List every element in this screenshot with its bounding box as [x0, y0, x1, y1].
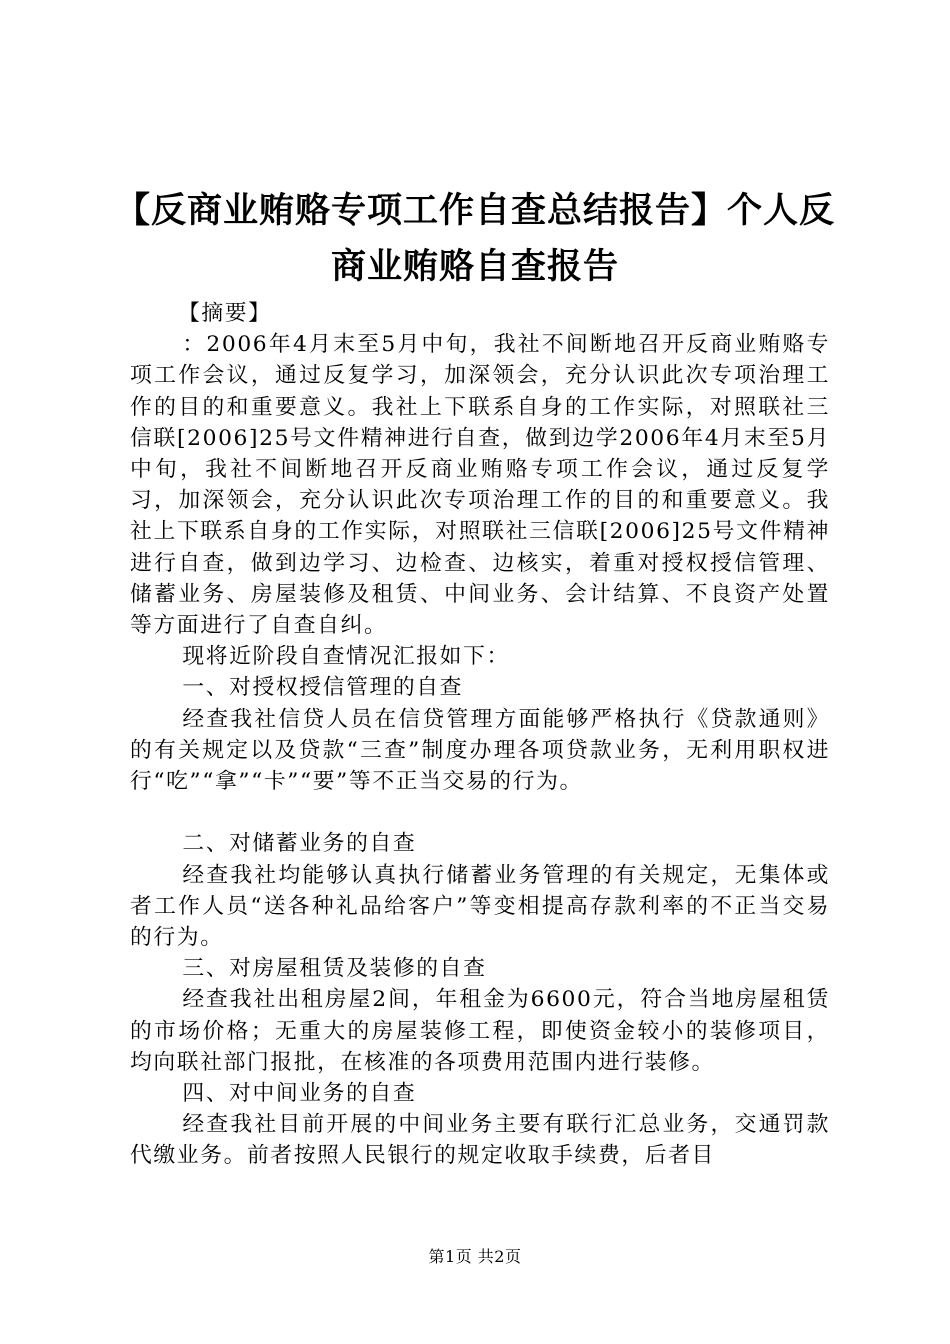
section-heading-2: 二、对储蓄业务的自查	[182, 831, 417, 857]
paragraph-spacer	[130, 797, 830, 828]
section-heading-3: 三、对房屋租赁及装修的自查	[182, 956, 487, 982]
section-paragraph-4: 经查我社目前开展的中间业务主要有联行汇总业务，交通罚款代缴业务。前者按照人民银行的规定收取手续费，后者目	[130, 1112, 830, 1169]
abstract-paragraph: ：2006年4月末至5月中旬，我社不间断地召开反商业贿赂专项工作会议，通过反复学习，加深领会，充分认识此次专项治理工作的目的和重要意义。我社上下联系自身的工作实际，对照联社三信联[2006]25号文件精神进行自查，做到边学2006年4月末至5月中旬，我社不间断地召开反商业贿赂专项工作会议，通过反复学习，加深领会，充分认识此次专项治理工作的目的和重要意义。我社上下联系自身的工作实际，对照联社三信联[2006]25号文件精神进行自查，做到边学习、边检查、边核实，着重对授权授信管理、储蓄业务、房屋装修及租赁、中间业务、会计结算、不良资产处置等方面进行了自查自纠。	[130, 332, 830, 639]
section-heading-4: 四、对中间业务的自查	[182, 1081, 417, 1107]
section-paragraph-3: 经查我社出租房屋2间，年租金为6600元，符合当地房屋租赁的市场价格；无重大的房屋装修工程，即使资金较小的装修项目，均向联社部门报批，在核准的各项费用范围内进行装修。	[130, 987, 830, 1075]
intro-paragraph: 现将近阶段自查情况汇报如下：	[182, 644, 510, 670]
document-title-line-2: 商业贿赂自查报告	[330, 247, 619, 287]
document-title-line-1: 【反商业贿赂专项工作自查总结报告】个人反	[114, 191, 835, 231]
document-body	[130, 298, 830, 1172]
section-heading-1: 一、对授权授信管理的自查	[182, 675, 464, 701]
section-paragraph-2: 经查我社均能够认真执行储蓄业务管理的有关规定，无集体或者工作人员“送各种礼品给客户”等变相提高存款利率的不正当交易的行为。	[130, 862, 830, 951]
abstract-label: 【摘要】	[177, 301, 272, 326]
page-number-footer: 第1页 共2页	[428, 1247, 522, 1266]
section-paragraph-1: 经查我社信贷人员在信贷管理方面能够严格执行《贷款通则》的有关规定以及贷款“三查”制度办理各项贷款业务，无利用职权进行“吃”“拿”“卡”“要”等不正当交易的行为。	[130, 706, 830, 795]
